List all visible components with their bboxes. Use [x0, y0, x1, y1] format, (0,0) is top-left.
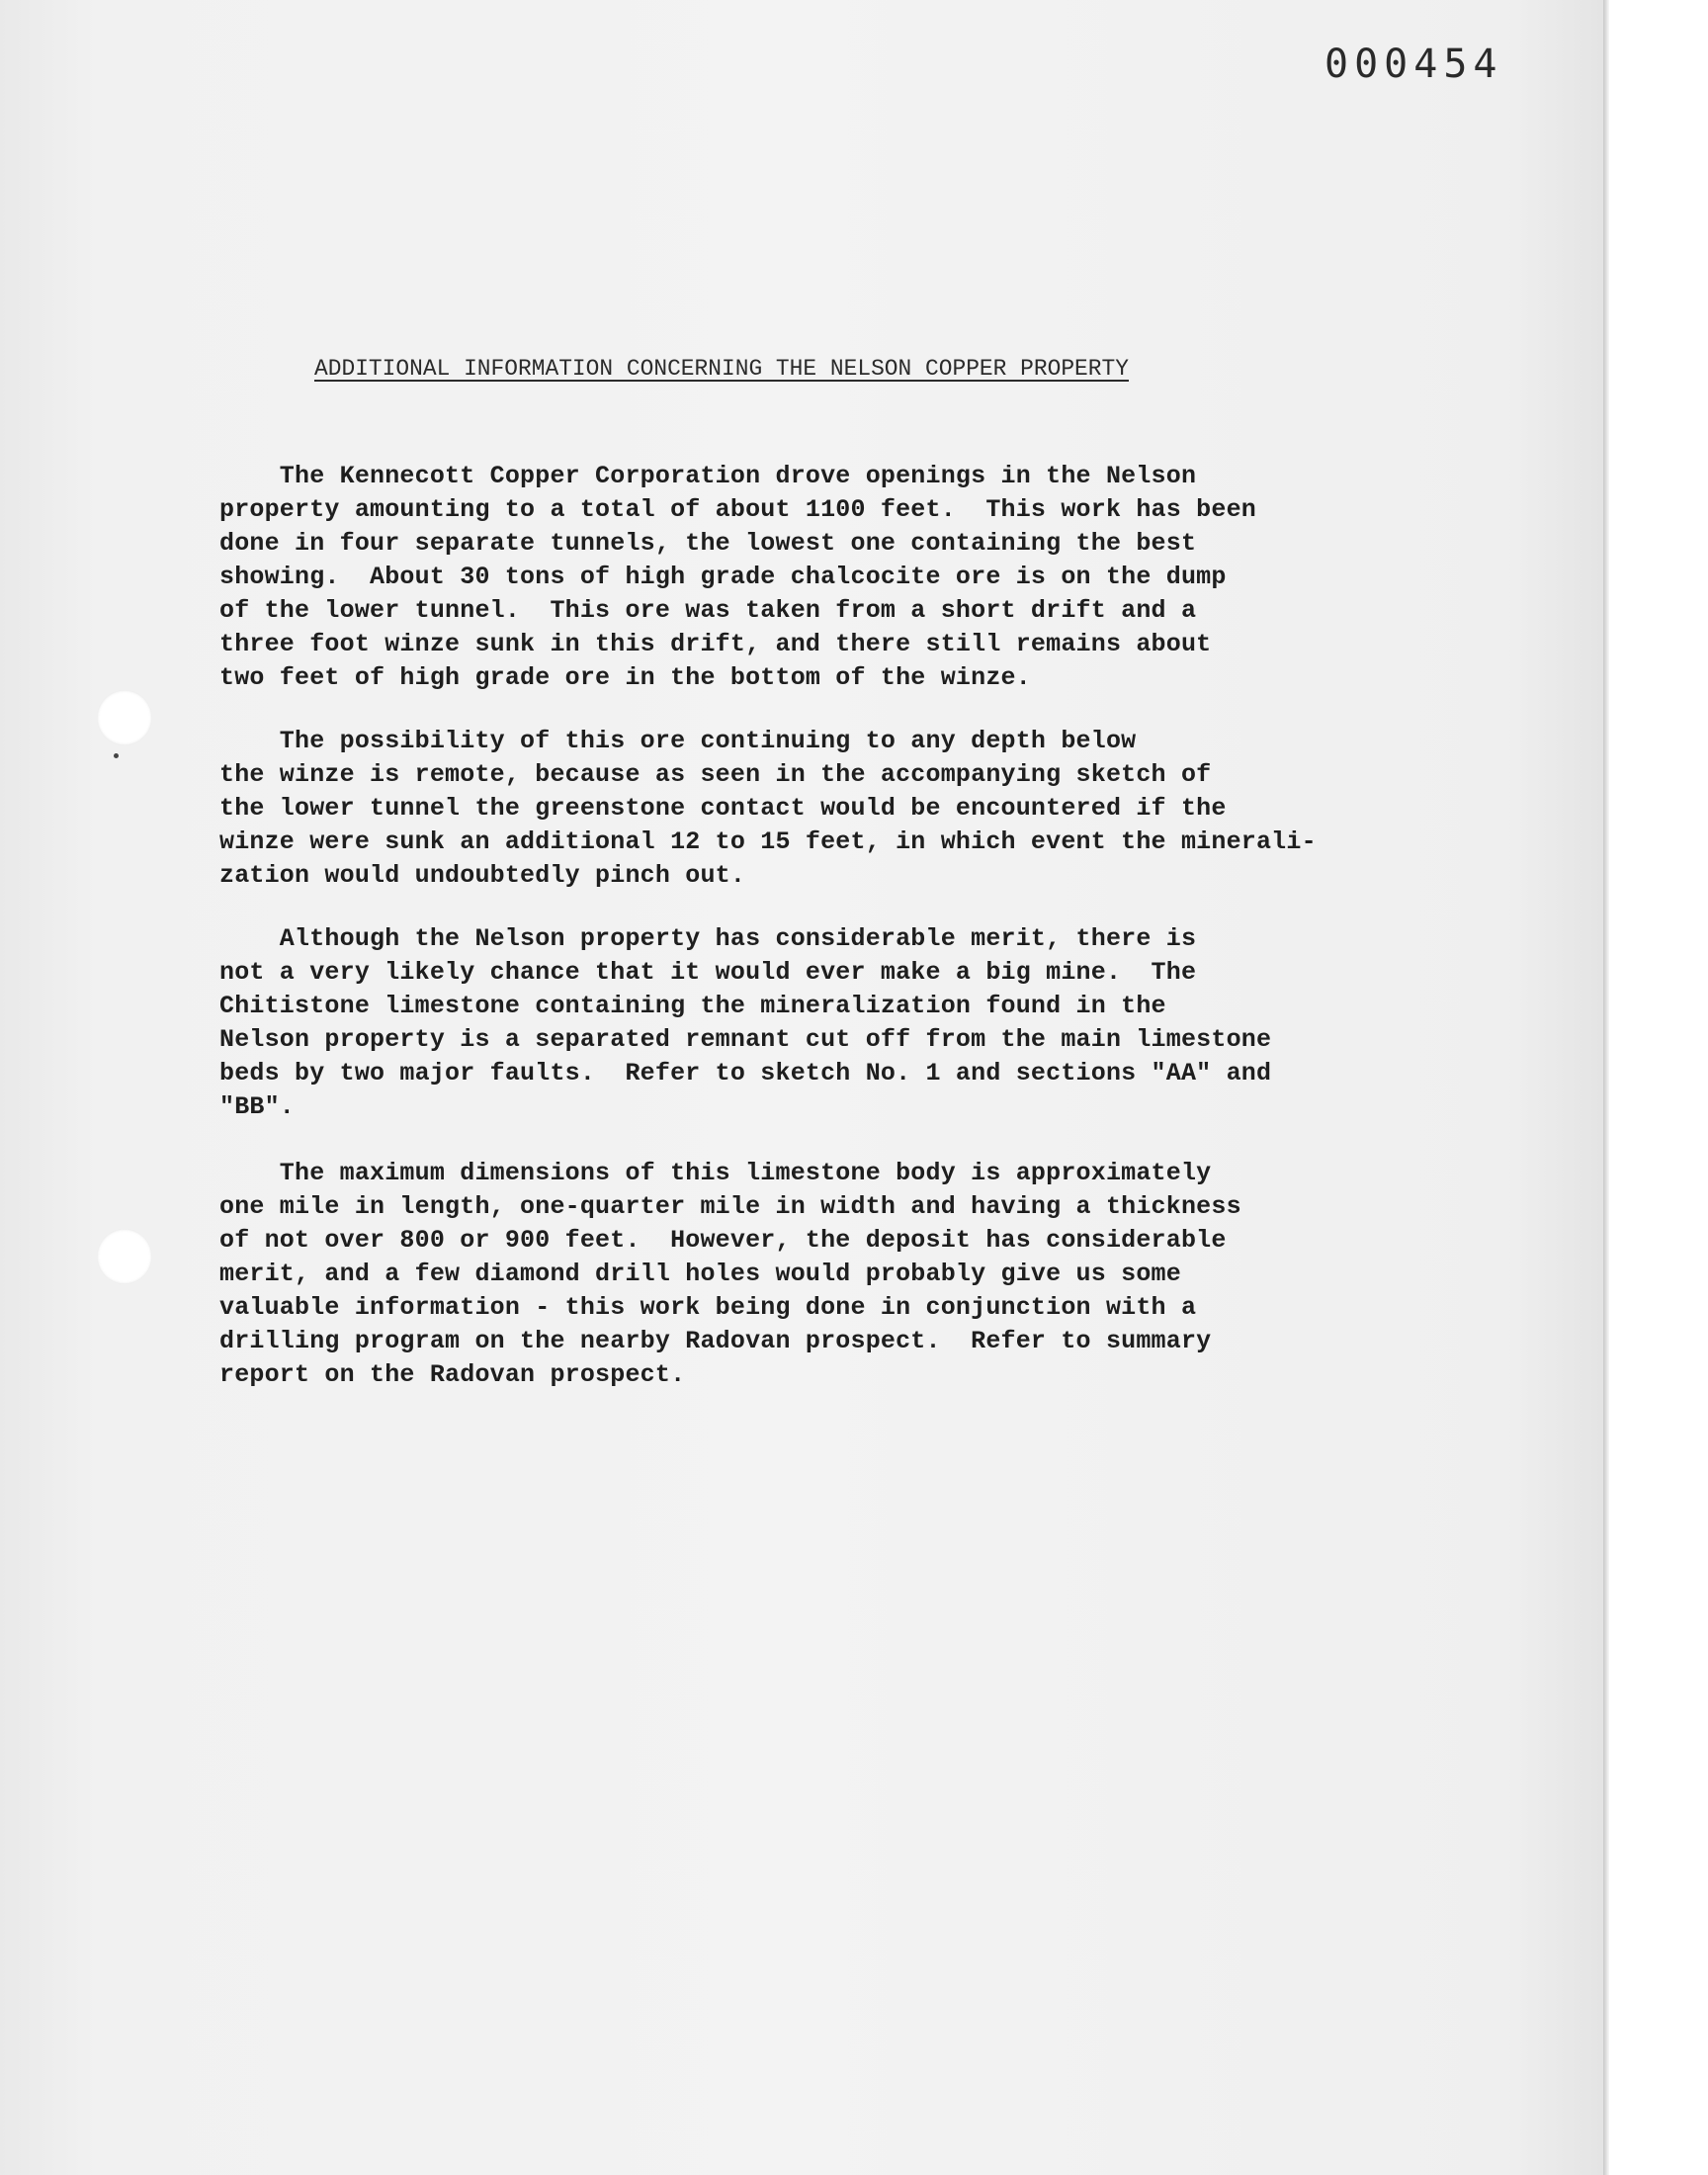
paragraph-2: The possibility of this ore continuing to any depth below the winze is remote, because as seen in the accompanying sketch of the lower tunnel the greenstone contact would be encountered if the winze were sunk an additional 12 to 15 feet, in which event the minerali- zation would undoubtedly pinch out. — [219, 727, 1317, 890]
page-number-stamp: 000454 — [1324, 42, 1503, 87]
document-title: ADDITIONAL INFORMATION CONCERNING THE NELSON COPPER PROPERTY — [314, 356, 1129, 382]
paragraph-1: The Kennecott Copper Corporation drove openings in the Nelson property amounting to a total of about 1100 feet. This work has been done in four separate tunnels, the lowest one containing the best showing. About 30 tons of high grade chalcocite ore is on the dump of the lower tunnel. This ore was taken from a short drift and a three foot winze sunk in this drift, and there still remains about two feet of high grade ore in the bottom of the winze. — [219, 462, 1256, 692]
punch-hole-top — [97, 690, 152, 745]
ink-dot — [114, 753, 119, 758]
paragraph-4: The maximum dimensions of this limestone body is approximately one mile in length, one-quarter mile in width and having a thickness of not over 800 or 900 feet. However, the deposit has considerable merit, and a few diamond drill holes would probably give us some valuable information - this work being done in conjunction with a drilling program on the nearby Radovan prospect. Refer to summary report on the Radovan prospect. — [219, 1159, 1241, 1389]
punch-hole-bottom — [97, 1229, 152, 1284]
paragraph-3: Although the Nelson property has considerable merit, there is not a very likely chance that it would ever make a big mine. The Chitistone limestone containing the mineralization found in the Nelson property is a separated remnant cut off from the main limestone beds by two major faults. Refer to sketch No. 1 and sections "AA" and "BB". — [219, 924, 1272, 1121]
paper-edge — [1603, 0, 1609, 2175]
